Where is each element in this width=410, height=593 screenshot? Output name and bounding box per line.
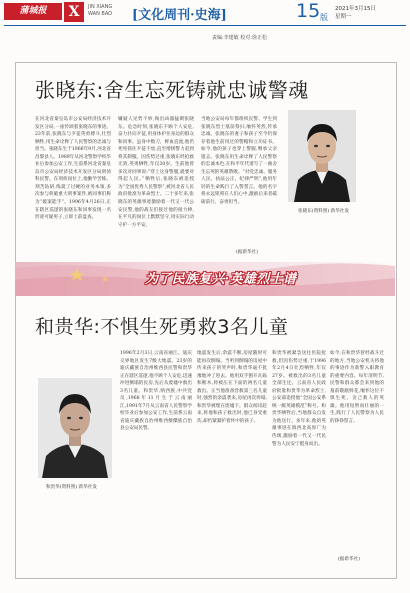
masthead-logo: 蒲城报 [4,3,62,20]
article1-column-3: 当地公安局每年都组织民警、学生到张晓东烈士墓前祭扫,缅怀英烈,传承忠诚。张晓东的妻子和孩子至今仍保存着他生前用过的警帽和立功证书。如今,他的孩子也穿上警服,继承父亲遗志。张晓东用生命诠释了人民警察的忠诚本色,在和平年代谱写了一曲舍生忘死的英雄赞歌。“对党忠诚、服务人民、执法公正、纪律严明”,他用年轻的生命践行了入警誓言。他的名字将永远铭刻在人们心中,激励后来者砥砺前行、奋勇担当。 [201,117,277,206]
portrait-policeman-icon [288,110,356,202]
page-unit: 版 [320,13,328,22]
portrait-officer-icon [38,378,112,478]
masthead-pinyin-line1: JIN XIANG [88,4,113,10]
article2-photo-caption: 和贵华(资料照) 新华社发 [46,485,97,490]
article1-column-2: 嫌疑人见势不妙,掏出凶器猛刺张晓东。危急时刻,张晓东不顾个人安危,奋力扑向歹徒,用身体护住身边的群众和同事。虽身中数刀、鲜血直流,他仍死死抓住歹徒不放,直至增援警力赶到将其制服。因伤势过重,张晓东经抢救无效,英勇牺牲,年仅30岁。生前他曾多次对同事说:“穿上这身警服,就要对得起人民。”牺牲后,张晓东被追授为“全国优秀人民警察”,被河北省人民政府批准为革命烈士。二十多年来,张晓东的英雄事迹激励着一代又一代公安民警,他的战友们接过他的接力棒,在平凡的岗位上默默坚守,用实际行动守护一方平安。 [118,117,194,228]
masthead-rule [4,25,406,26]
article2-column-3: 和贵华被紧急送往医院抢救,但因伤势过重,于1996年2月4日壮烈牺牲,年仅27岁。被救出的3名儿童全部生还。云南省人民政府批准和贵华为革命烈士,公安部追授他“全国公安系统一级英雄模范”称号。和贵华牺牲后,当地群众自发为他送行。多年来,他的英雄事迹在滇西北高原广为传颂,激励着一代又一代民警为人民安宁挺身而出。 [272,351,326,447]
article1-credit: (据新华社) [236,250,258,255]
article2-column-4: 如今,在和贵华曾经战斗过的地方,当地公安机关将他的事迹作为新警入职教育的重要内容。每年清明节,民警和群众都会来到他的墓前敬献鲜花,缅怀这位不惧生死、舍己救人的英雄。他用短暂而壮丽的一生,践行了人民警察为人民的铮铮誓言。 [330,351,384,424]
article1-photo-caption: 张晓东(资料照) 新华社发 [298,209,349,214]
masthead-x-mark: X [64,2,84,22]
article2-credit: (据新华社) [338,557,360,562]
article2-column-1: 1996年2月3日,云南省丽江、迪庆交界地区发生7级大地震。23岁的迪庆藏族自治州维西县民警和贵华正在辖区巡逻,他不顾个人安危,迅速冲进倒塌的民房,先后从废墟中救出3名儿童。和贵华,纳西族,中共党员,1968年11月生于云南丽江,1991年7月从云南省人民警察学校毕业后参加公安工作,生前系云南省迪庆藏族自治州维西傈僳族自治县公安局民警。 [120,351,192,432]
banner-title: 为了民族复兴·英雄烈士谱 [145,272,297,287]
issue-date: 2021年3月15日 [335,6,376,12]
article1-portrait-photo [288,110,356,202]
article2-portrait-photo [38,378,112,478]
article2-column-2: 地震发生后,余震不断,房屋随时可能再次倒塌。当听到倒塌的房屋中传来孩子的哭声时,和贵华毫不犹豫地冲了进去。他用双手刨开瓦砾和断木,将被压在下面的两名儿童救出。正当他准备营救第三名儿童时,强烈的余震袭来,房屋再次坍塌,和贵华被埋在废墟下。群众闻讯赶来,将他和孩子救出时,他已身受重伤,却仍紧紧护着怀中的孩子。 [197,351,267,424]
page-number: 15 [296,0,321,22]
article2-title: 和贵华:不惧生死勇救3名儿童 [35,316,289,338]
masthead-pinyin [88,4,128,18]
article1-column-1: 在河北省秦皇岛市公安局经济技术开发区分局,一座传颂着张晓东的事迹。23年前,张晓东与歹徒英勇搏斗,壮烈牺牲,用生命诠释了人民警察的忠诚与担当。张晓东生于1966年9月,河北省昌黎县人。1989年从河北警察学校毕业后参加公安工作,生前系河北省秦皇岛市公安局经济技术开发区分局刑侦科民警。在刑侦岗位上,他勤学苦练、刻苦钻研,练就了过硬的业务本领,多次参与侦破重大刑事案件,被同事们称为“破案能手”。1996年4月26日,正在辖区巡逻的张晓东和同事发现一名形迹可疑男子,立即上前盘查。 [35,117,111,221]
editors-line: 责编:李建敏 校对:徐正松 [212,35,267,41]
issue-weekday: 星期一 [335,14,352,20]
masthead-pinyin-line2: WAN BAO [88,11,113,17]
article1-title: 张晓东:舍生忘死铸就忠诚警魂 [35,78,309,102]
section-title: [文化周刊·史海] [132,8,227,23]
